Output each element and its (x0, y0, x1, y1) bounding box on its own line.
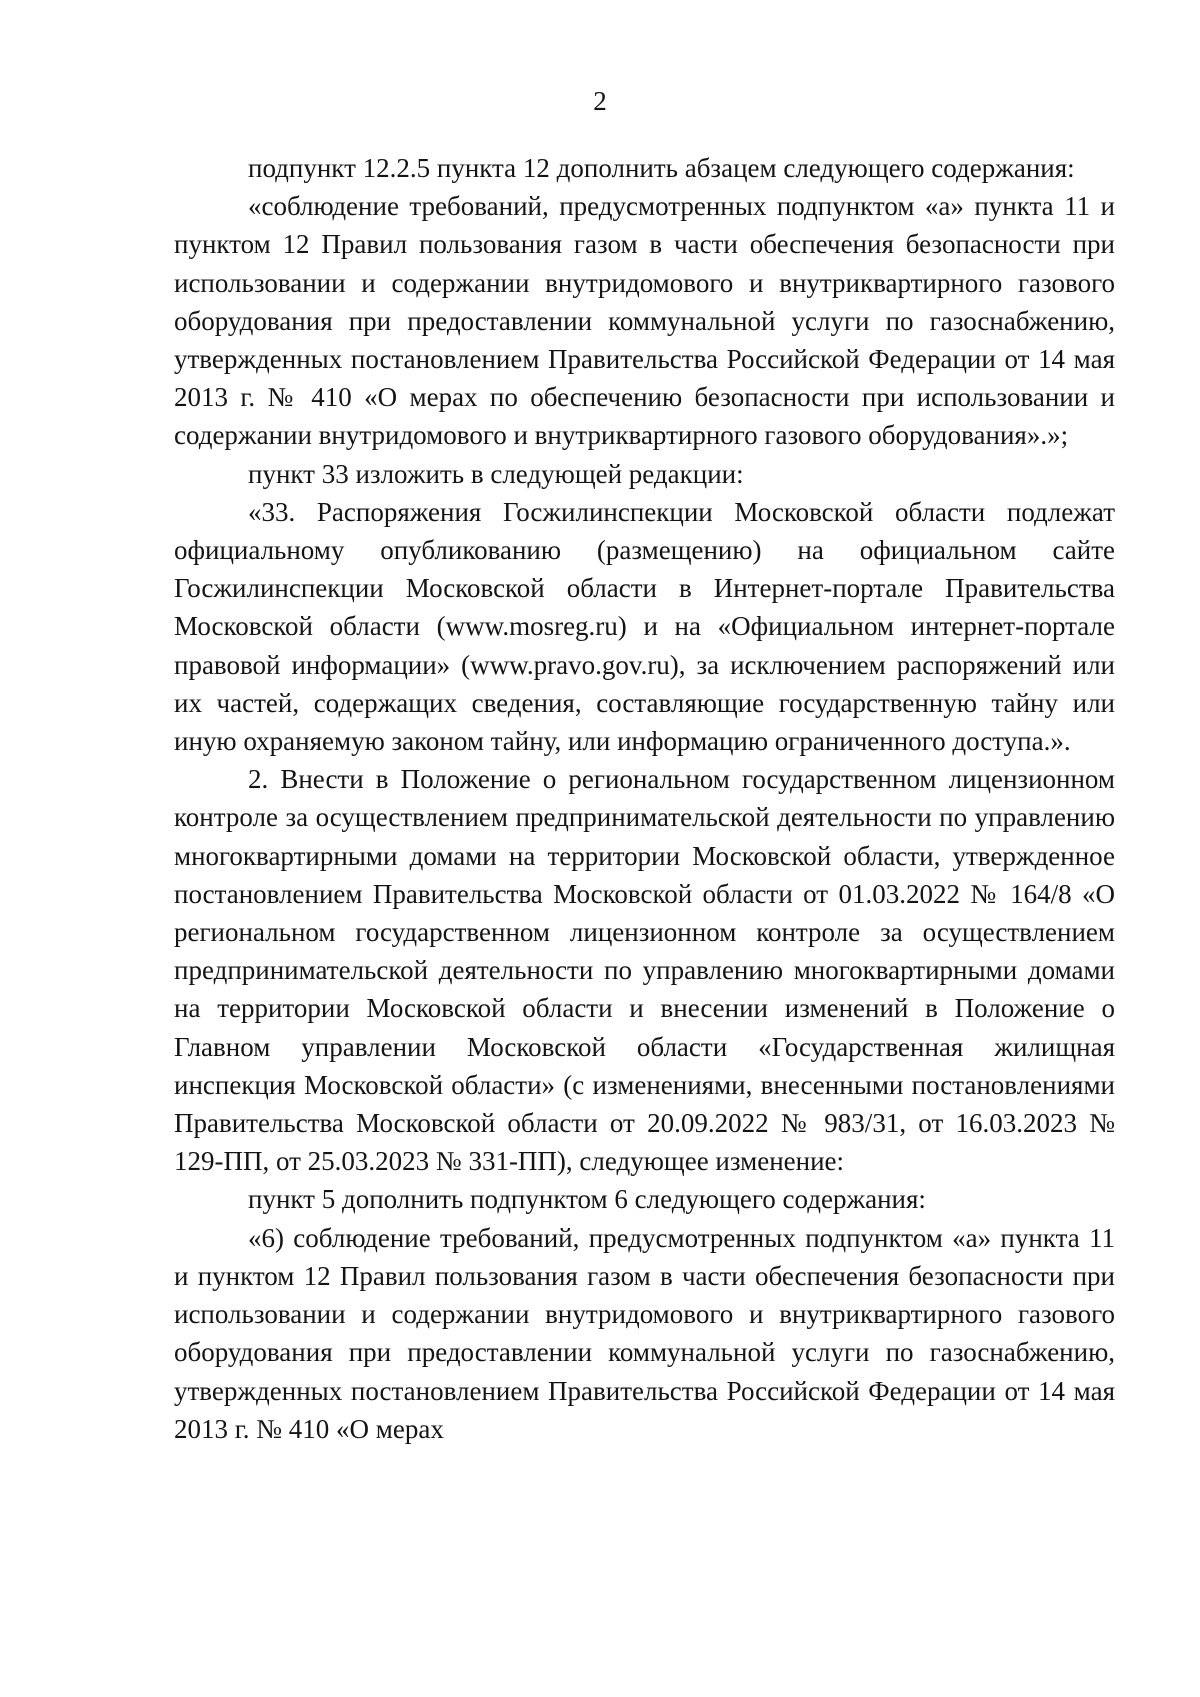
paragraph-amendment-2: 2. Внести в Положение о региональном государственном лицензионном контроле за осуществлением предпринимательской деятельности по управлению многоквартирными домами на территории Московской области, утвержденное постановлением Правительства Московской области от 01.03.2022 № 164/8 «О региональном государственном лицензионном контроле за осуществлением предпринимательской деятельности по управлению многоквартирными домами на территории Московской области и внесении изменений в Положение о Главном управлении Московской области «Государственная жилищная инспекция Московской области» (с изменениями, внесенными постановлениями Правительства Московской области от 20.09.2022 № 983/31, от 16.03.2023 № 129-ПП, от 25.03.2023 № 331-ПП), следующее изменение: (174, 764, 1115, 1177)
paragraph-point-5-intro: пункт 5 дополнить подпунктом 6 следующего содержания: (248, 1184, 926, 1215)
document-body (174, 149, 1115, 1448)
paragraph-subpoint-12-2-5-intro: подпункт 12.2.5 пункта 12 дополнить абзацем следующего содержания: (248, 153, 1075, 183)
paragraph-point-33-text: «33. Распоряжения Госжилинспекции Московской области подлежат официальному опубликованию (размещению) на официальном сайте Госжилинспекции Московской области в Интернет-портале Правительства Московской области (www.mosreg.ru) и на «Официальном интернет-портале правовой информации» (www.pravo.gov.ru), за исключением распоряжений или их частей, содержащих сведения, составляющие государственную тайну или иную охраняемую законом тайну, или информацию ограниченного доступа.». (174, 496, 1115, 757)
paragraph-point-33-intro: пункт 33 изложить в следующей редакции: (248, 458, 744, 489)
page-number: 2 (593, 86, 607, 116)
paragraph-subpoint-6-text: «6) соблюдение требований, предусмотренных подпунктом «а» пункта 11 и пунктом 12 Правил пользования газом в части обеспечения безопасности при использовании и содержании внутридомового и внутриквартирного газового оборудования при предоставлении коммунальной услуги по газоснабжению, утвержденных постановлением Правительства Российской Федерации от 14 мая 2013 г. № 410 «О мерах (174, 1222, 1115, 1444)
paragraph-quoted-gas-safety-requirement: «соблюдение требований, предусмотренных подпунктом «а» пункта 11 и пунктом 12 Правил пользования газом в части обеспечения безопасности при использовании и содержании внутридомового и внутриквартирного газового оборудования при предоставлении коммунальной услуги по газоснабжению, утвержденных постановлением Правительства Российской Федерации от 14 мая 2013 г. № 410 «О мерах по обеспечению безопасности при использовании и содержании внутридомового и внутриквартирного газового оборудования».»; (174, 191, 1115, 451)
